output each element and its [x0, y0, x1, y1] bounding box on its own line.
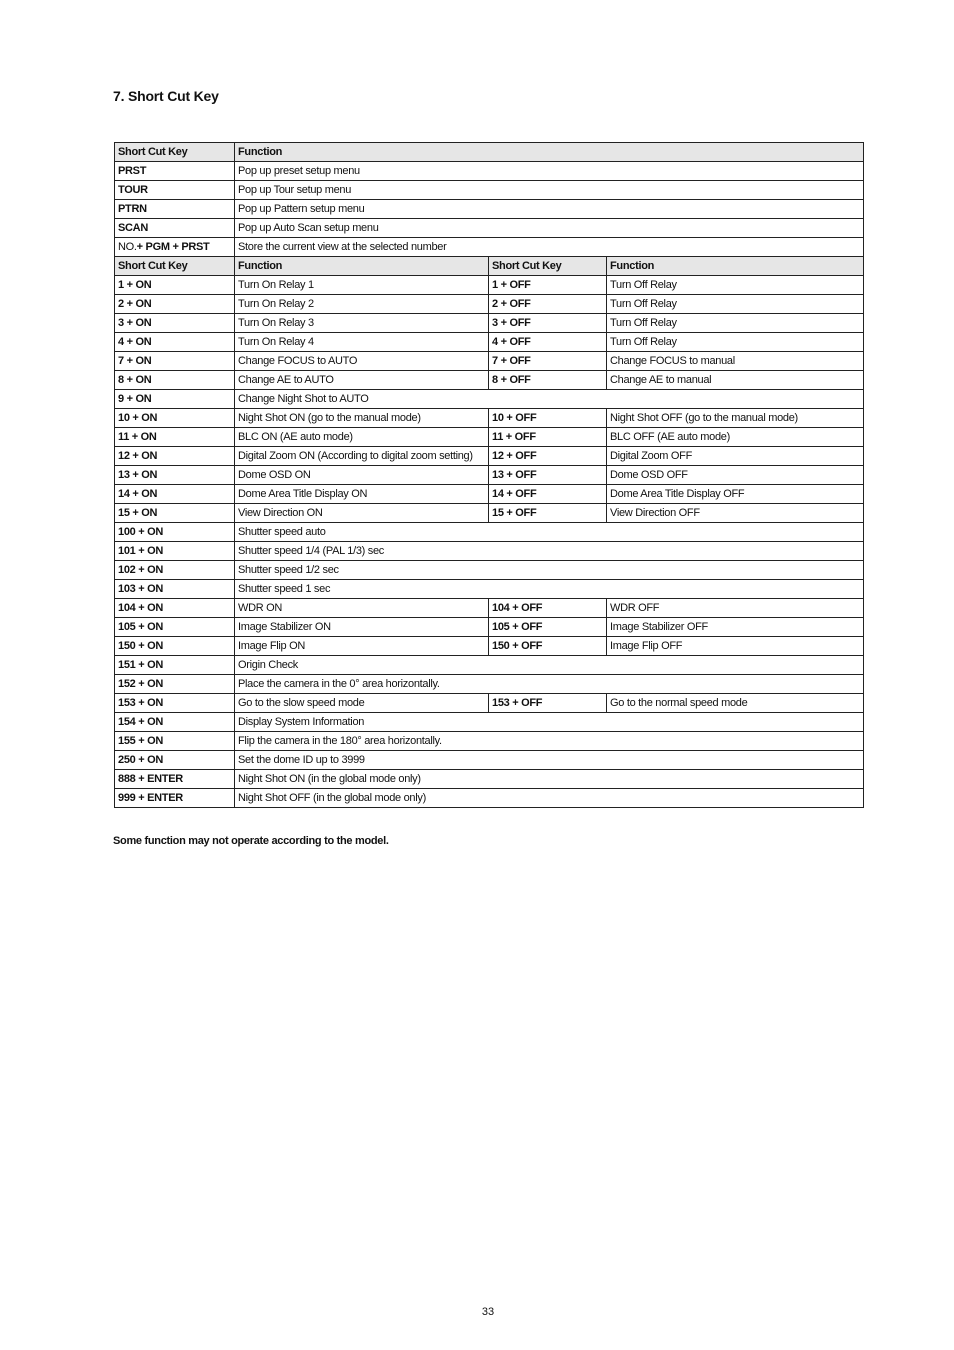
on-key-cell: 14 + ON [115, 485, 235, 504]
on-function-cell: Go to the slow speed mode [235, 694, 489, 713]
table-row [115, 466, 864, 485]
on-function-cell: Turn On Relay 1 [235, 276, 489, 295]
function-cell: Display System Information [235, 713, 864, 732]
table-row [115, 523, 864, 542]
off-function-cell: Image Flip OFF [607, 637, 864, 656]
function-cell: Pop up Auto Scan setup menu [235, 219, 864, 238]
table-row [115, 181, 864, 200]
table-row [115, 542, 864, 561]
off-function-cell: WDR OFF [607, 599, 864, 618]
table-row [115, 200, 864, 219]
table-row [115, 656, 864, 675]
table-row [115, 219, 864, 238]
function-cell: Shutter speed auto [235, 523, 864, 542]
off-key-cell: 11 + OFF [489, 428, 607, 447]
on-function-cell: Change AE to AUTO [235, 371, 489, 390]
off-key-cell: 104 + OFF [489, 599, 607, 618]
header-short-cut-key: Short Cut Key [489, 257, 607, 276]
table-row [115, 485, 864, 504]
on-function-cell: Image Flip ON [235, 637, 489, 656]
page-number: 33 [481, 1306, 495, 1318]
model-note: Some function may not operate according to the model. [113, 835, 389, 847]
header-function: Function [235, 257, 489, 276]
page-heading: 7. Short Cut Key [113, 88, 219, 104]
on-function-cell: Turn On Relay 3 [235, 314, 489, 333]
on-key-cell: 104 + ON [115, 599, 235, 618]
table-row [115, 428, 864, 447]
on-key-cell: 102 + ON [115, 561, 235, 580]
function-cell: Shutter speed 1/2 sec [235, 561, 864, 580]
off-function-cell: Turn Off Relay [607, 333, 864, 352]
off-function-cell: Turn Off Relay [607, 276, 864, 295]
off-function-cell: Dome OSD OFF [607, 466, 864, 485]
function-cell: Place the camera in the 0° area horizontally. [235, 675, 864, 694]
header-function: Function [607, 257, 864, 276]
table-row [115, 333, 864, 352]
on-key-cell: 8 + ON [115, 371, 235, 390]
on-key-cell: 153 + ON [115, 694, 235, 713]
table-row [115, 447, 864, 466]
short-cut-key-table-body [115, 143, 864, 808]
off-key-cell: 14 + OFF [489, 485, 607, 504]
table-row [115, 599, 864, 618]
off-function-cell: Turn Off Relay [607, 295, 864, 314]
on-key-cell: 152 + ON [115, 675, 235, 694]
table-row [115, 238, 864, 257]
table-row [115, 409, 864, 428]
off-key-cell: 10 + OFF [489, 409, 607, 428]
off-key-cell: 13 + OFF [489, 466, 607, 485]
table-row [115, 371, 864, 390]
off-function-cell: Change AE to manual [607, 371, 864, 390]
function-cell: Origin Check [235, 656, 864, 675]
short-cut-key-table [114, 142, 864, 808]
off-function-cell: Go to the normal speed mode [607, 694, 864, 713]
off-function-cell: Dome Area Title Display OFF [607, 485, 864, 504]
on-key-cell: 3 + ON [115, 314, 235, 333]
table-row [115, 637, 864, 656]
table-header-row [115, 257, 864, 276]
key-suffix: + PGM + PRST [136, 241, 210, 253]
on-function-cell: Image Stabilizer ON [235, 618, 489, 637]
off-key-cell: 4 + OFF [489, 333, 607, 352]
off-key-cell: 1 + OFF [489, 276, 607, 295]
table-row [115, 162, 864, 181]
off-key-cell: 12 + OFF [489, 447, 607, 466]
on-key-cell: 11 + ON [115, 428, 235, 447]
off-function-cell: View Direction OFF [607, 504, 864, 523]
on-key-cell: 888 + ENTER [115, 770, 235, 789]
header-short-cut-key: Short Cut Key [115, 257, 235, 276]
function-cell: Change Night Shot to AUTO [235, 390, 864, 409]
table-row [115, 694, 864, 713]
off-key-cell: 8 + OFF [489, 371, 607, 390]
table-row [115, 789, 864, 808]
table-row [115, 713, 864, 732]
table-row [115, 675, 864, 694]
on-key-cell: 150 + ON [115, 637, 235, 656]
function-cell: Store the current view at the selected number [235, 238, 864, 257]
on-key-cell: 103 + ON [115, 580, 235, 599]
on-function-cell: Turn On Relay 4 [235, 333, 489, 352]
header-short-cut-key: Short Cut Key [115, 143, 235, 162]
off-key-cell: 153 + OFF [489, 694, 607, 713]
function-cell: Pop up preset setup menu [235, 162, 864, 181]
function-cell: Night Shot ON (in the global mode only) [235, 770, 864, 789]
table-row [115, 390, 864, 409]
table-row [115, 561, 864, 580]
table-row [115, 751, 864, 770]
on-key-cell: 12 + ON [115, 447, 235, 466]
off-key-cell: 150 + OFF [489, 637, 607, 656]
on-key-cell: 151 + ON [115, 656, 235, 675]
on-key-cell: 999 + ENTER [115, 789, 235, 808]
on-function-cell: Digital Zoom ON (According to digital zoom setting) [235, 447, 489, 466]
function-cell: Pop up Tour setup menu [235, 181, 864, 200]
on-function-cell: BLC ON (AE auto mode) [235, 428, 489, 447]
function-cell: Night Shot OFF (in the global mode only) [235, 789, 864, 808]
on-key-cell: 10 + ON [115, 409, 235, 428]
on-key-cell: 4 + ON [115, 333, 235, 352]
on-key-cell: 105 + ON [115, 618, 235, 637]
short-cut-key-cell [115, 238, 235, 257]
table-row [115, 295, 864, 314]
function-cell: Pop up Pattern setup menu [235, 200, 864, 219]
short-cut-key-cell: SCAN [115, 219, 235, 238]
on-function-cell: Night Shot ON (go to the manual mode) [235, 409, 489, 428]
on-key-cell: 9 + ON [115, 390, 235, 409]
table-header-row [115, 143, 864, 162]
on-function-cell: Dome Area Title Display ON [235, 485, 489, 504]
off-function-cell: Image Stabilizer OFF [607, 618, 864, 637]
key-prefix: NO. [118, 241, 137, 253]
on-function-cell: View Direction ON [235, 504, 489, 523]
table-row [115, 352, 864, 371]
short-cut-key-cell: PRST [115, 162, 235, 181]
on-key-cell: 15 + ON [115, 504, 235, 523]
table-row [115, 618, 864, 637]
table-row [115, 580, 864, 599]
on-function-cell: WDR ON [235, 599, 489, 618]
function-cell: Flip the camera in the 180° area horizontally. [235, 732, 864, 751]
table-row [115, 314, 864, 333]
on-key-cell: 100 + ON [115, 523, 235, 542]
table-row [115, 276, 864, 295]
off-function-cell: Night Shot OFF (go to the manual mode) [607, 409, 864, 428]
on-function-cell: Turn On Relay 2 [235, 295, 489, 314]
function-cell: Set the dome ID up to 3999 [235, 751, 864, 770]
off-function-cell: Turn Off Relay [607, 314, 864, 333]
short-cut-key-cell: PTRN [115, 200, 235, 219]
header-function: Function [235, 143, 864, 162]
on-key-cell: 250 + ON [115, 751, 235, 770]
table-row [115, 770, 864, 789]
on-key-cell: 13 + ON [115, 466, 235, 485]
on-key-cell: 101 + ON [115, 542, 235, 561]
function-cell: Shutter speed 1 sec [235, 580, 864, 599]
on-key-cell: 155 + ON [115, 732, 235, 751]
table-row [115, 504, 864, 523]
off-key-cell: 2 + OFF [489, 295, 607, 314]
off-key-cell: 7 + OFF [489, 352, 607, 371]
on-key-cell: 7 + ON [115, 352, 235, 371]
function-cell: Shutter speed 1/4 (PAL 1/3) sec [235, 542, 864, 561]
on-function-cell: Dome OSD ON [235, 466, 489, 485]
short-cut-key-cell: TOUR [115, 181, 235, 200]
on-function-cell: Change FOCUS to AUTO [235, 352, 489, 371]
off-key-cell: 105 + OFF [489, 618, 607, 637]
off-key-cell: 3 + OFF [489, 314, 607, 333]
on-key-cell: 154 + ON [115, 713, 235, 732]
off-key-cell: 15 + OFF [489, 504, 607, 523]
off-function-cell: BLC OFF (AE auto mode) [607, 428, 864, 447]
off-function-cell: Digital Zoom OFF [607, 447, 864, 466]
on-key-cell: 1 + ON [115, 276, 235, 295]
off-function-cell: Change FOCUS to manual [607, 352, 864, 371]
on-key-cell: 2 + ON [115, 295, 235, 314]
table-row [115, 732, 864, 751]
